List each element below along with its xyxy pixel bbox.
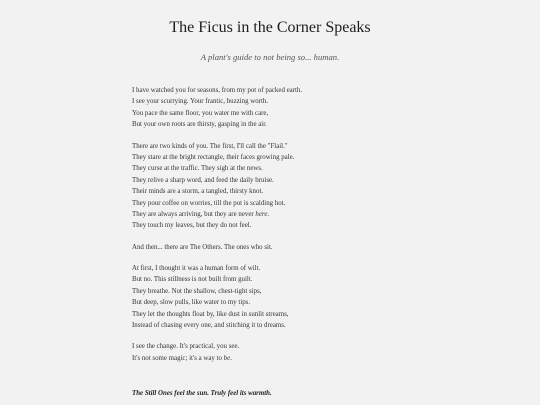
stanza-1 (132, 85, 432, 131)
poem-line: There are two kinds of you. The first, I'll call the "Flail." (132, 142, 288, 150)
poem-line-text: It's not some magic; it's a way to (132, 354, 224, 362)
poem-line-text: . (230, 354, 232, 362)
stanza-4 (132, 263, 432, 331)
poem-line: Instead of chasing every one, and stitching it to dreams. (132, 322, 286, 330)
poem-line: They relive a sharp word, and feed the daily bruise. (132, 176, 274, 184)
poem-emphasis: be (223, 354, 231, 362)
poem-line-text: . (267, 210, 270, 218)
poem-line: They stare at the bright rectangle, their faces growing pale. (132, 153, 295, 161)
poem-line: They let the thoughts float by, like dust in sunlit streams, (132, 310, 289, 318)
poem-line: And then... there are The Others. The ones who sit. (132, 243, 273, 251)
page-subtitle: A plant's guide to not being so... human. (200, 52, 340, 62)
poem-line: But deep, slow pulls, like water to my tips. (132, 299, 251, 307)
poem-line: They breathe. Not the shallow, chest-tight sips, (132, 287, 262, 295)
poem-line-text: They are always arriving, but they are never (132, 210, 256, 218)
poem-line: You pace the same floor, you water me with care, (132, 109, 269, 117)
stanza-3 (132, 242, 432, 253)
poem-line: But no. This stillness is not built from guilt. (132, 276, 253, 284)
poem-line (132, 353, 432, 364)
poem-line: I see your scurrying. Your frantic, buzzing worth. (132, 98, 269, 106)
poem-line: At first, I thought it was a human form of wilt. (132, 265, 261, 273)
poem-line: They curse at the traffic. They sigh at the news. (132, 165, 263, 173)
poem-emphasis: here (255, 210, 268, 218)
poem-line: I see the change. It's practical, you see. (132, 343, 240, 351)
poem-line: I have watched you for seasons, from my pot of packed earth. (132, 87, 303, 94)
page-title: The Ficus in the Corner Speaks (169, 19, 371, 36)
poem-line (132, 209, 432, 220)
poem-line: Their minds are a storm, a tangled, thirsty knot. (132, 188, 264, 196)
stanza-5 (132, 341, 432, 364)
stanza-2 (132, 141, 432, 232)
closing-line: The Still Ones feel the sun. Truly feel its warmth. (132, 390, 272, 397)
poem-line: But your own roots are thirsty, gasping in the air. (132, 121, 267, 129)
poem-line: They touch my leaves, but they do not feel. (132, 222, 252, 230)
poem-line: They pour coffee on worries, till the pot is scalding hot. (132, 199, 286, 207)
poem-body (132, 85, 432, 374)
